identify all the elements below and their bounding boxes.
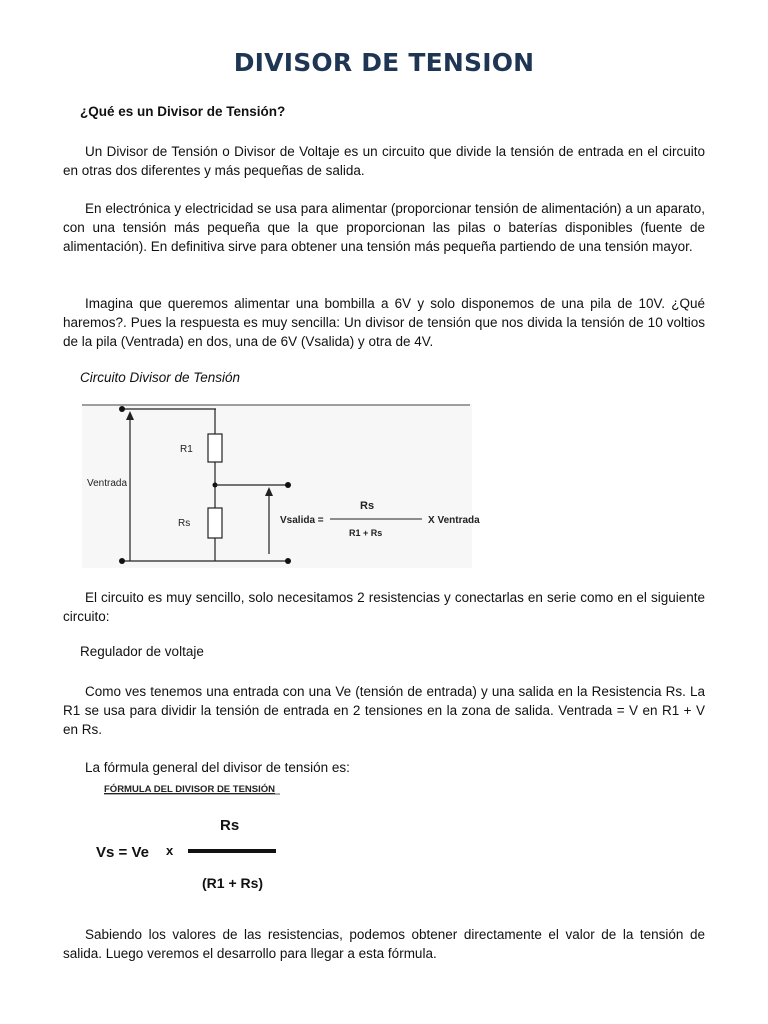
formula-denominator: (R1 + Rs) bbox=[202, 875, 264, 891]
vsalida-label: Vsalida = bbox=[280, 515, 324, 526]
output-top-terminal bbox=[285, 482, 291, 488]
input-top-terminal bbox=[119, 406, 125, 412]
eq-times-ventrada: X Ventrada bbox=[428, 515, 480, 526]
formula-times: x bbox=[166, 843, 174, 858]
r1-label: R1 bbox=[180, 444, 193, 455]
paragraph-example: Imagina que queremos alimentar una bombilla a 6V y solo disponemos de una pila de 10V. ¿Qué haremos?. Pues la respuesta es muy sencilla: Un divisor de tensión que nos divida la tensión de 10 voltios de la pila (Ventrada) en dos, una de 6V (Vsalida) y otra de 4V. bbox=[63, 296, 705, 349]
output-bottom-terminal bbox=[285, 558, 291, 564]
circuit-diagram bbox=[82, 396, 492, 572]
diagram-background bbox=[82, 404, 472, 568]
rs-label: Rs bbox=[178, 518, 191, 529]
formula-lhs: Vs = Ve bbox=[96, 844, 149, 861]
input-bottom-terminal bbox=[119, 558, 125, 564]
formula-fraction-bar bbox=[188, 849, 276, 853]
regulator-caption: Regulador de voltaje bbox=[80, 644, 204, 659]
paragraph-formula-intro: La fórmula general del divisor de tensión es: bbox=[85, 760, 350, 775]
eq-denominator: R1 + Rs bbox=[349, 528, 383, 538]
paragraph-definition: Un Divisor de Tensión o Divisor de Voltaje es un circuito que divide la tensión de entrada en el circuito en otras dos diferentes y más pequeñas de salida. bbox=[63, 144, 705, 178]
rs-resistor bbox=[208, 508, 222, 538]
formula-heading: FÓRMULA DEL DIVISOR DE TENSIÓN bbox=[104, 784, 276, 795]
paragraph-circuit-description: El circuito es muy sencillo, solo necesitamos 2 resistencias y conectarlas en serie como en el siguiente circuito: bbox=[63, 590, 705, 624]
eq-numerator: Rs bbox=[360, 500, 375, 512]
paragraph-explanation: Como ves tenemos una entrada con una Ve (tensión de entrada) y una salida en la Resistencia Rs. La R1 se usa para dividir la tensión de entrada en 2 tensiones en la zona de salida. Ventrada = V en R1 + V en Rs. bbox=[63, 684, 705, 737]
circuit-caption: Circuito Divisor de Tensión bbox=[80, 370, 241, 385]
paragraph-conclusion: Sabiendo los valores de las resistencias, podemos obtener directamente el valor de la tensión de salida. Luego veremos el desarrollo para llegar a esta fórmula. bbox=[63, 927, 705, 961]
section-subheading: ¿Qué es un Divisor de Tensión? bbox=[80, 104, 286, 119]
page-title: DIVISOR DE TENSION bbox=[233, 48, 535, 77]
ventrada-label: Ventrada bbox=[87, 478, 128, 489]
formula-diagram bbox=[92, 780, 292, 895]
formula-numerator: Rs bbox=[220, 817, 240, 834]
paragraph-usage: En electrónica y electricidad se usa para alimentar (proporcionar tensión de alimentación) a un aparato, con una tensión más pequeña que la que proporcionan las pilas o baterías disponibles (fuente de alimentación). En definitiva sirve para obtener una tensión más pequeña partiendo de una tensión mayor. bbox=[63, 201, 705, 254]
r1-resistor bbox=[208, 434, 222, 462]
